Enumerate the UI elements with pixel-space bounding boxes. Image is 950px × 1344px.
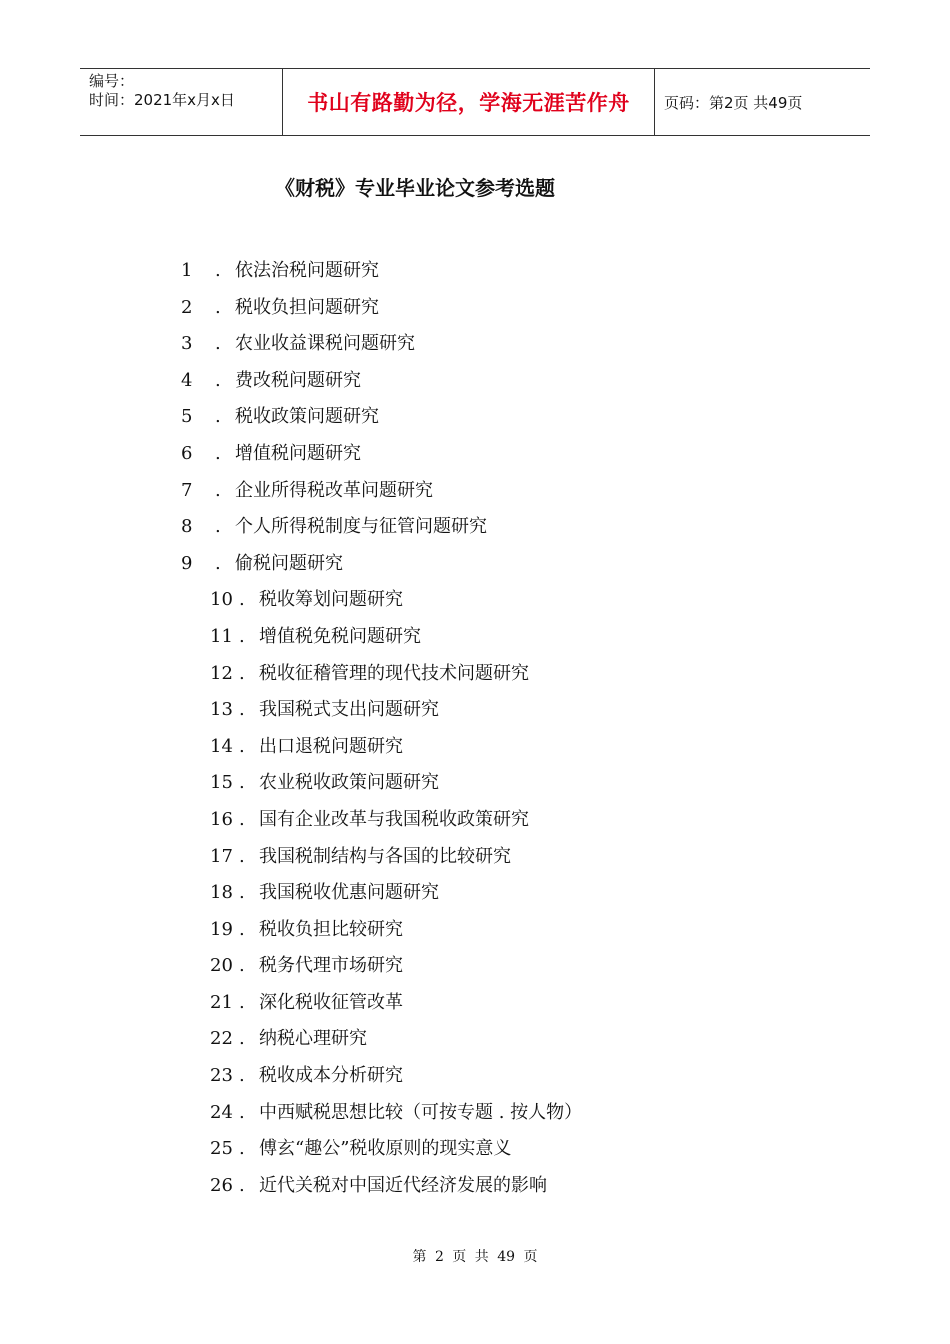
- topic-item: [0, 839, 950, 876]
- topic-number: 18: [210, 882, 233, 904]
- topic-text: 增值税免税问题研究: [259, 625, 421, 647]
- topic-number: 26: [210, 1174, 233, 1196]
- topic-dot: .: [239, 1101, 245, 1123]
- topic-item: [0, 948, 950, 985]
- topic-dot: .: [239, 1174, 245, 1196]
- topic-number: 12: [210, 662, 233, 684]
- topic-dot: .: [239, 772, 245, 794]
- topic-item: [0, 326, 950, 363]
- topic-number: 13: [210, 699, 233, 721]
- topic-dot: .: [239, 662, 245, 684]
- topic-dot: .: [215, 296, 221, 318]
- topic-dot: .: [239, 699, 245, 721]
- topic-dot: .: [215, 479, 221, 501]
- topic-number: 24: [210, 1101, 233, 1123]
- topic-item: [0, 802, 950, 839]
- topic-item: [0, 473, 950, 510]
- topic-number: 3: [181, 333, 193, 355]
- topic-item: [0, 875, 950, 912]
- topic-item: [0, 656, 950, 693]
- topic-text: 傅玄“趣公”税收原则的现实意义: [259, 1138, 512, 1160]
- topic-text: 税收负担问题研究: [235, 296, 379, 318]
- topic-dot: .: [239, 589, 245, 611]
- topic-dot: .: [239, 1028, 245, 1050]
- topic-number: 9: [181, 552, 193, 574]
- topic-number: 2: [181, 296, 193, 318]
- topic-text: 出口退税问题研究: [259, 735, 403, 757]
- topic-text: 我国税制结构与各国的比较研究: [259, 845, 511, 867]
- topic-dot: .: [239, 1065, 245, 1087]
- topic-number: 17: [210, 845, 233, 867]
- topic-text: 我国税式支出问题研究: [259, 699, 439, 721]
- topic-number: 4: [181, 369, 193, 391]
- topic-text: 我国税收优惠问题研究: [259, 882, 439, 904]
- header-page-info-cell: [655, 69, 870, 135]
- topic-number: 23: [210, 1065, 233, 1087]
- topic-number: 1: [181, 260, 193, 281]
- topic-number: 19: [210, 918, 233, 940]
- topic-dot: .: [239, 882, 245, 904]
- time-label: 时间：2021年x月x日: [89, 91, 235, 109]
- topic-dot: .: [215, 260, 221, 281]
- topic-text: 税收负担比较研究: [259, 918, 403, 940]
- topic-number: 7: [181, 479, 193, 501]
- topic-number: 11: [210, 625, 233, 647]
- topic-item: [0, 1021, 950, 1058]
- topic-text: 近代关税对中国近代经济发展的影响: [259, 1174, 547, 1196]
- topic-item: [0, 1131, 950, 1168]
- topic-number: 25: [210, 1138, 233, 1160]
- topic-number: 16: [210, 808, 233, 830]
- motto-text: 书山有路勤为径，学海无涯苦作舟: [307, 91, 630, 115]
- page-footer: 第 2 页 共 49 页: [412, 1249, 538, 1265]
- topic-dot: .: [215, 552, 221, 574]
- header-motto-cell: [282, 69, 655, 135]
- topic-text: 农业税收政策问题研究: [259, 772, 439, 794]
- topic-text: 增值税问题研究: [235, 442, 361, 464]
- topic-text: 纳税心理研究: [259, 1028, 367, 1050]
- topic-number: 22: [210, 1028, 233, 1050]
- topic-text: 税务代理市场研究: [259, 955, 403, 977]
- topic-text: 偷税问题研究: [235, 552, 343, 574]
- topic-number: 6: [181, 442, 193, 464]
- topic-text: 费改税问题研究: [235, 369, 361, 391]
- topic-item: [0, 692, 950, 729]
- topic-item: [0, 436, 950, 473]
- topic-list: [0, 253, 950, 1204]
- topic-dot: .: [239, 808, 245, 830]
- topic-text: 税收政策问题研究: [235, 406, 379, 428]
- topic-item: [0, 985, 950, 1022]
- topic-item: [0, 363, 950, 400]
- topic-text: 中西赋税思想比较（可按专题 . 按人物）: [259, 1101, 583, 1123]
- topic-item: [0, 729, 950, 766]
- topic-dot: .: [215, 369, 221, 391]
- number-label: 编号：: [89, 72, 135, 90]
- topic-dot: .: [239, 1138, 245, 1160]
- topic-item: [0, 509, 950, 546]
- topic-dot: .: [215, 333, 221, 355]
- topic-dot: .: [215, 406, 221, 428]
- topic-number: 10: [210, 589, 233, 611]
- topic-text: 税收征稽管理的现代技术问题研究: [259, 662, 529, 684]
- topic-text: 深化税收征管改革: [259, 991, 403, 1013]
- topic-text: 依法治税问题研究: [235, 260, 379, 281]
- topic-number: 8: [181, 516, 193, 538]
- document-title: 《财税》专业毕业论文参考选题: [275, 176, 555, 200]
- topic-number: 14: [210, 735, 233, 757]
- topic-number: 15: [210, 772, 233, 794]
- topic-dot: .: [239, 955, 245, 977]
- topic-text: 税收成本分析研究: [259, 1065, 403, 1087]
- header-meta: [80, 69, 282, 135]
- topic-text: 国有企业改革与我国税收政策研究: [259, 808, 529, 830]
- topic-item: [0, 253, 950, 290]
- topic-item: [0, 399, 950, 436]
- topic-item: [0, 1095, 950, 1132]
- topic-dot: .: [239, 735, 245, 757]
- topic-item: [0, 546, 950, 583]
- topic-item: [0, 619, 950, 656]
- topic-dot: .: [215, 516, 221, 538]
- topic-dot: .: [239, 991, 245, 1013]
- document-header: [80, 68, 870, 136]
- topic-text: 企业所得税改革问题研究: [235, 479, 433, 501]
- topic-dot: .: [239, 918, 245, 940]
- topic-text: 农业收益课税问题研究: [235, 333, 415, 355]
- topic-dot: .: [239, 625, 245, 647]
- topic-item: [0, 582, 950, 619]
- topic-item: [0, 1058, 950, 1095]
- topic-item: [0, 765, 950, 802]
- topic-text: 个人所得税制度与征管问题研究: [235, 516, 487, 538]
- topic-dot: .: [239, 845, 245, 867]
- topic-dot: .: [215, 442, 221, 464]
- page-info: 页码：第2页 共49页: [664, 93, 803, 112]
- topic-number: 20: [210, 955, 233, 977]
- topic-item: [0, 912, 950, 949]
- topic-item: [0, 290, 950, 327]
- topic-number: 5: [181, 406, 193, 428]
- topic-text: 税收筹划问题研究: [259, 589, 403, 611]
- topic-item: [0, 1168, 950, 1205]
- topic-number: 21: [210, 991, 233, 1013]
